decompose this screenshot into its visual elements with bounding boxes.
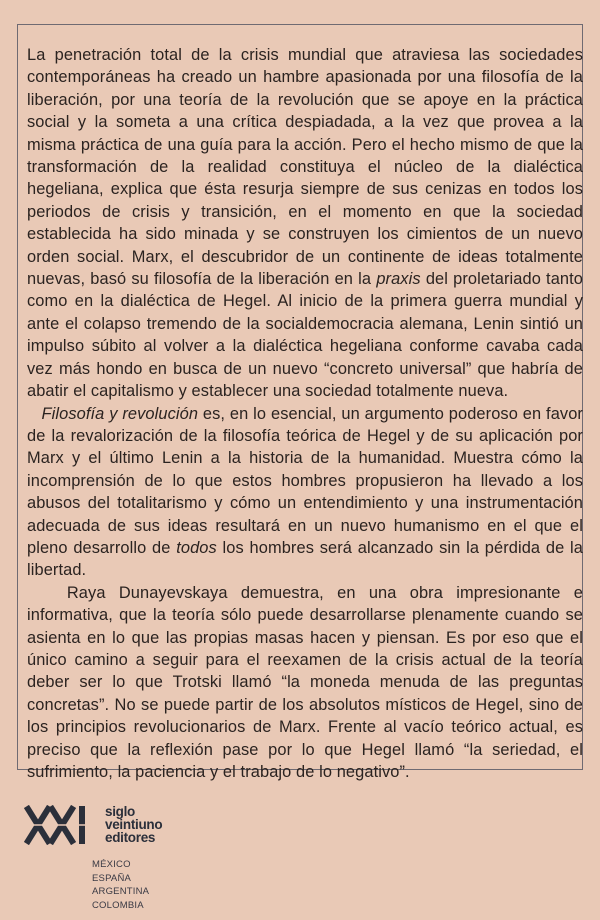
country-1: MÉXICO bbox=[92, 859, 131, 870]
publisher-line-1: siglo bbox=[105, 804, 136, 819]
todos-term: todos bbox=[176, 538, 217, 557]
paragraph-3: Raya Dunayevskaya demuestra, en una obra impresionante e informativa, que la teoría sólo puede desarrollarse plenamente cuando se asienta en lo que las propias masas hacen y piensan. Es por eso que el único camino a seguir para el reexamen de la crisis actual de la teoría deber ser lo que Trotski llamó “la moneda menuda de las preguntas concretas”. No se puede partir de los absolutos místicos de Hegel, sino de los principios revolucionarios de Marx. Frente al vacío teórico actual, es preciso que la reflexión pase por lo que Hegel llamó “la seriedad, el sufrimiento, la paciencia y el trabajo de lo negativo”. bbox=[27, 583, 583, 781]
publisher-line-3: editores bbox=[105, 830, 156, 845]
country-4: COLOMBIA bbox=[92, 899, 144, 911]
publisher-name bbox=[105, 805, 162, 844]
paragraph-2: Filosofía y revolución es, en lo esencial, un argumento poderoso en favor de la revalorización de la filosofía teórica de Hegel y de su aplicación por Marx y el último Lenin a la historia de la humanidad. Muestra cómo la incomprensión de lo que estos hombres propusieron ha llevado a los abusos del totalitarismo y cómo un entendimiento y una instrumentación adecuada de sus ideas resultará en un nuevo humanismo en el que el pleno desarrollo de todos los hombres será alcanzado sin la pérdida de la libertad. bbox=[27, 404, 583, 580]
publisher-countries bbox=[92, 858, 149, 912]
back-cover-text bbox=[27, 44, 583, 783]
country-3: ARGENTINA bbox=[92, 886, 150, 897]
publisher-logo-icon bbox=[24, 805, 96, 845]
paragraph-1: La penetración total de la crisis mundial que atraviesa las sociedades contemporáneas ha creado un hambre apasionada por una filosofía de la liberación, por una teoría de la revolución que se apoye en la práctica social y la someta a una crítica despiadada, a la vez que provea a la misma práctica de una guía para la acción. Pero el hecho mismo de que la transformación de la realidad constituya el núcleo de la dialéctica hegeliana, explica que ésta resurja siempre de sus cenizas en todos los periodos de crisis y transición, en el momento en que la sociedad establecida ha sido minada y se construyen los cimientos de un nuevo orden social. Marx, el descubridor de un continente de ideas totalmente nuevas, basó su filosofía de la liberación en la praxis del proletariado tanto como en la dialéctica de Hegel. Al inicio de la primera guerra mundial y ante el colapso tremendo de la socialdemocracia alemana, Lenin sintió un impulso súbito al volver a la dialéctica hegeliana conforme cavaba cada vez más hondo en busca de un nuevo “concreto universal” que habría de abatir el capitalismo y establecer una sociedad totalmente nueva. bbox=[27, 46, 584, 401]
country-2: ESPAÑA bbox=[92, 872, 132, 884]
praxis-term: praxis bbox=[376, 270, 421, 289]
publisher-line-2: veintiuno bbox=[105, 817, 163, 832]
book-title: Filosofía y revolución bbox=[41, 404, 199, 423]
